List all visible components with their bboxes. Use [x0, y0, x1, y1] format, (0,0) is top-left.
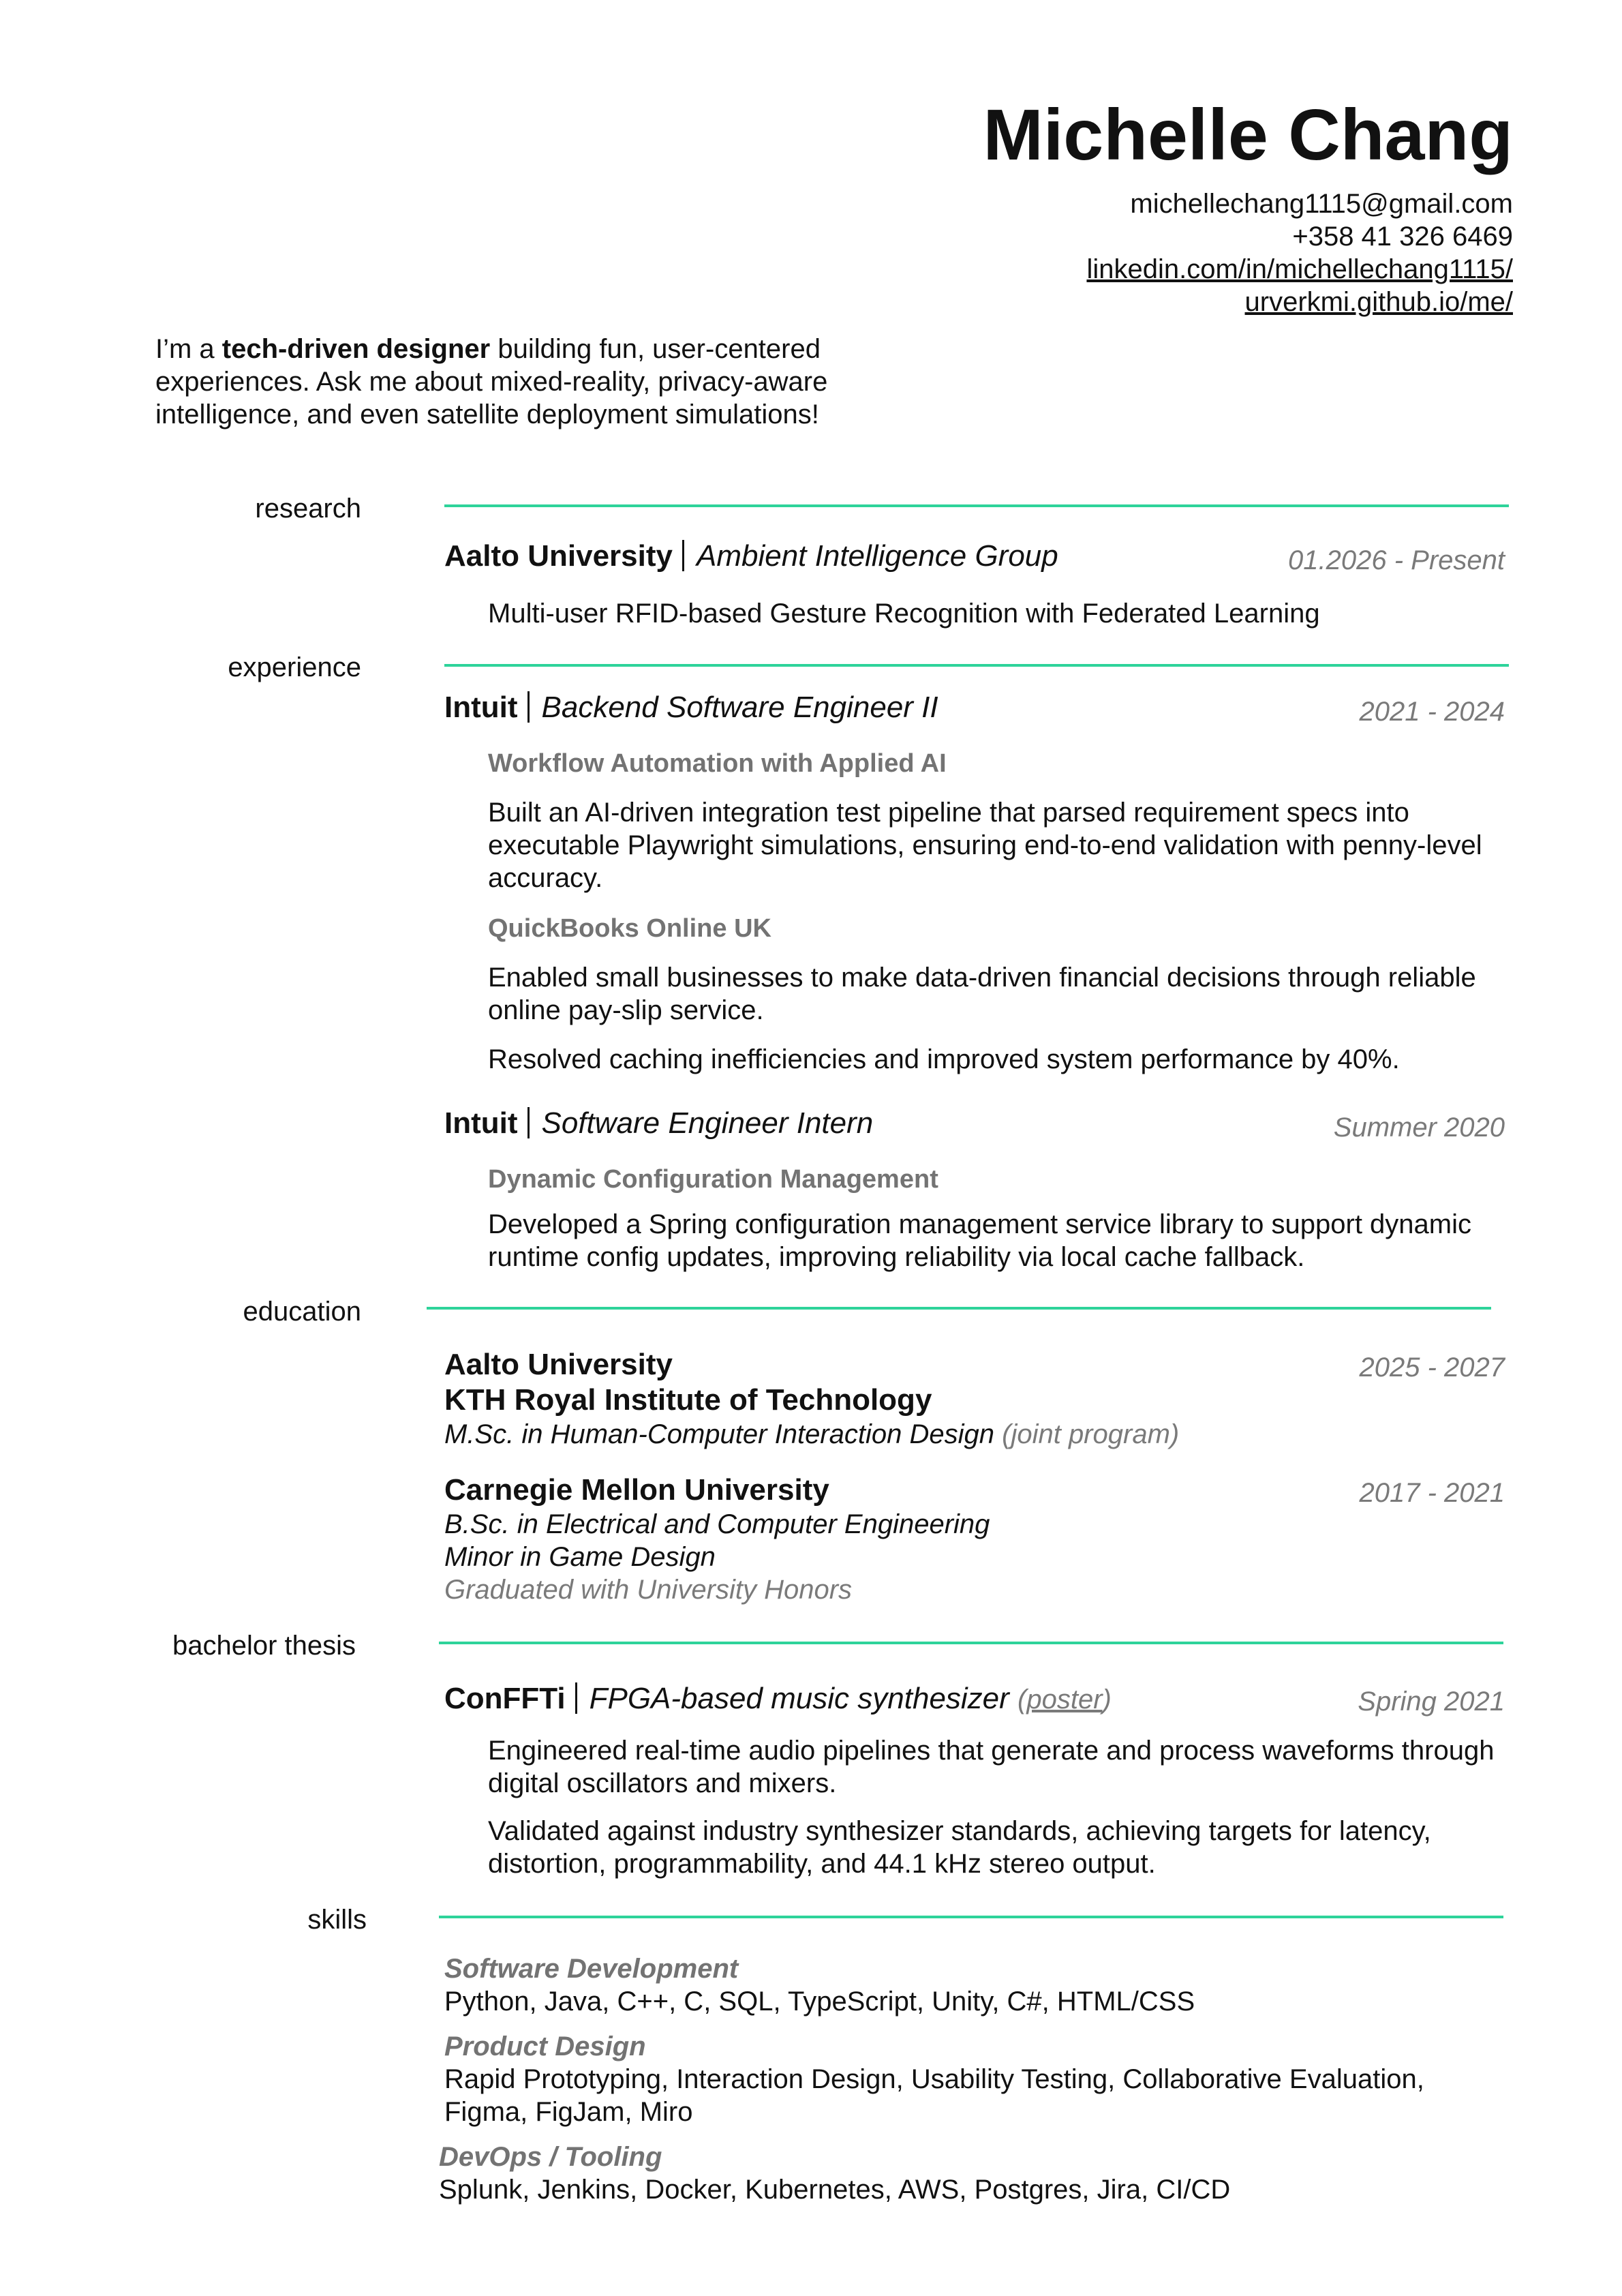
- edu2-honors: [444, 1573, 990, 1606]
- skill-items-devops: Splunk, Jenkins, Docker, Kubernetes, AWS, Postgres, Jira, CI/CD: [439, 2175, 1231, 2205]
- section-label-skills: skills: [307, 1905, 367, 1935]
- poster-paren: [1017, 1685, 1112, 1715]
- job1-project1-desc: Built an AI-driven integration test pipeline that parsed requirement specs into executable Playwright simulations, ensuring end-to-end validation with penny-level accuracy.: [488, 798, 1482, 893]
- separator-bar: [527, 1107, 530, 1138]
- edu1-school2: KTH Royal Institute of Technology: [444, 1383, 932, 1417]
- website-link[interactable]: urverkmi.github.io/me/: [1244, 287, 1513, 317]
- edu2-minor: [444, 1541, 990, 1573]
- job2-project-title: Dynamic Configuration Management: [488, 1165, 938, 1194]
- separator-bar: [527, 691, 530, 723]
- skill-items-software: Python, Java, C++, C, SQL, TypeScript, Unity, C#, HTML/CSS: [444, 1987, 1195, 2016]
- skill-items-design: Rapid Prototyping, Interaction Design, Usability Testing, Collaborative Evaluation, Figma, FigJam, Miro: [444, 2064, 1424, 2127]
- poster-open: (: [1017, 1685, 1027, 1715]
- edu2-honors-text: Graduated with University Honors: [444, 1575, 853, 1605]
- section-divider: [439, 1916, 1503, 1918]
- job1-heading: [444, 690, 938, 725]
- edu2-degree: [444, 1508, 990, 1541]
- skill-category-software: Software Development: [444, 1954, 739, 1984]
- phone-number: +358 41 326 6469: [1292, 222, 1513, 252]
- section-divider: [444, 504, 1509, 507]
- edu1-degree: M.Sc. in Human-Computer Interaction Design: [444, 1419, 994, 1449]
- research-date: 01.2026 - Present: [1288, 545, 1505, 575]
- research-heading: [444, 539, 1058, 574]
- separator-bar: [682, 540, 684, 571]
- section-label-thesis: bachelor thesis: [172, 1631, 356, 1661]
- email-link[interactable]: michellechang1115@gmail.com: [1130, 189, 1513, 219]
- edu2-school: Carnegie Mellon University: [444, 1473, 829, 1507]
- intro-bold: tech-driven designer: [221, 334, 491, 364]
- job2-org: Intuit: [444, 1106, 518, 1140]
- education-entry-2: [444, 1472, 990, 1606]
- job1-date: 2021 - 2024: [1359, 697, 1505, 727]
- edu2-degree-text: B.Sc. in Electrical and Computer Engineering: [444, 1509, 990, 1539]
- linkedin-link[interactable]: linkedin.com/in/michellechang1115/: [1086, 254, 1513, 284]
- skill-category-design: Product Design: [444, 2031, 646, 2061]
- edu1-school1: Aalto University: [444, 1348, 673, 1381]
- thesis-title: ConFFTi: [444, 1682, 566, 1715]
- skill-category-devops: DevOps / Tooling: [439, 2142, 662, 2172]
- edu2-minor-text: Minor in Game Design: [444, 1542, 716, 1572]
- research-org: Aalto University: [444, 539, 673, 573]
- thesis-desc2: Validated against industry synthesizer standards, achieving targets for latency, distortion, programmability, and 44.1 kHz stereo output.: [488, 1816, 1431, 1879]
- section-label-experience: experience: [228, 652, 361, 682]
- edu1-degree-line: [444, 1418, 1179, 1451]
- job1-project2-title: QuickBooks Online UK: [488, 914, 771, 943]
- education-entry-1: [444, 1347, 1179, 1451]
- thesis-subtitle: FPGA-based music synthesizer: [589, 1682, 1009, 1715]
- job1-project2-desc2: Resolved caching inefficiencies and improved system performance by 40%.: [488, 1044, 1400, 1074]
- section-label-education: education: [243, 1297, 361, 1327]
- research-group: Ambient Intelligence Group: [696, 539, 1058, 573]
- intro-text-1: I’m a: [155, 334, 222, 364]
- job1-org: Intuit: [444, 691, 518, 724]
- poster-close: ): [1102, 1685, 1112, 1715]
- person-name: Michelle Chang: [983, 95, 1513, 175]
- thesis-desc1: Engineered real-time audio pipelines that generate and process waveforms through digital oscillators and mixers.: [488, 1736, 1495, 1798]
- job1-project2-desc1: Enabled small businesses to make data-driven financial decisions through reliable online pay-slip service.: [488, 963, 1476, 1025]
- thesis-date: Spring 2021: [1358, 1687, 1505, 1717]
- section-label-research: research: [255, 494, 361, 524]
- research-desc: Multi-user RFID-based Gesture Recognition with Federated Learning: [488, 599, 1320, 629]
- job2-heading: [444, 1106, 873, 1141]
- separator-bar: [575, 1682, 577, 1714]
- poster-link[interactable]: poster: [1026, 1685, 1103, 1715]
- edu2-date: 2017 - 2021: [1359, 1478, 1505, 1508]
- job2-role: Software Engineer Intern: [541, 1106, 874, 1140]
- edu1-note: (joint program): [1002, 1419, 1180, 1449]
- thesis-heading: [444, 1681, 1112, 1717]
- section-divider: [444, 664, 1509, 667]
- job1-project1-title: Workflow Automation with Applied AI: [488, 749, 947, 778]
- intro-paragraph: [155, 333, 939, 431]
- contact-block: [1086, 187, 1513, 318]
- edu1-date: 2025 - 2027: [1359, 1353, 1505, 1383]
- section-divider: [439, 1642, 1503, 1644]
- job2-date: Summer 2020: [1333, 1113, 1505, 1143]
- section-divider: [427, 1307, 1491, 1310]
- intro-text-2: building fun, user-centered experiences. Ask me about mixed-reality, privacy-aware intelligence, and even satellite deployment simulations!: [155, 334, 828, 429]
- job1-role: Backend Software Engineer II: [541, 691, 938, 724]
- job2-project-desc: Developed a Spring configuration management service library to support dynamic runtime config updates, improving reliability via local cache fallback.: [488, 1209, 1471, 1272]
